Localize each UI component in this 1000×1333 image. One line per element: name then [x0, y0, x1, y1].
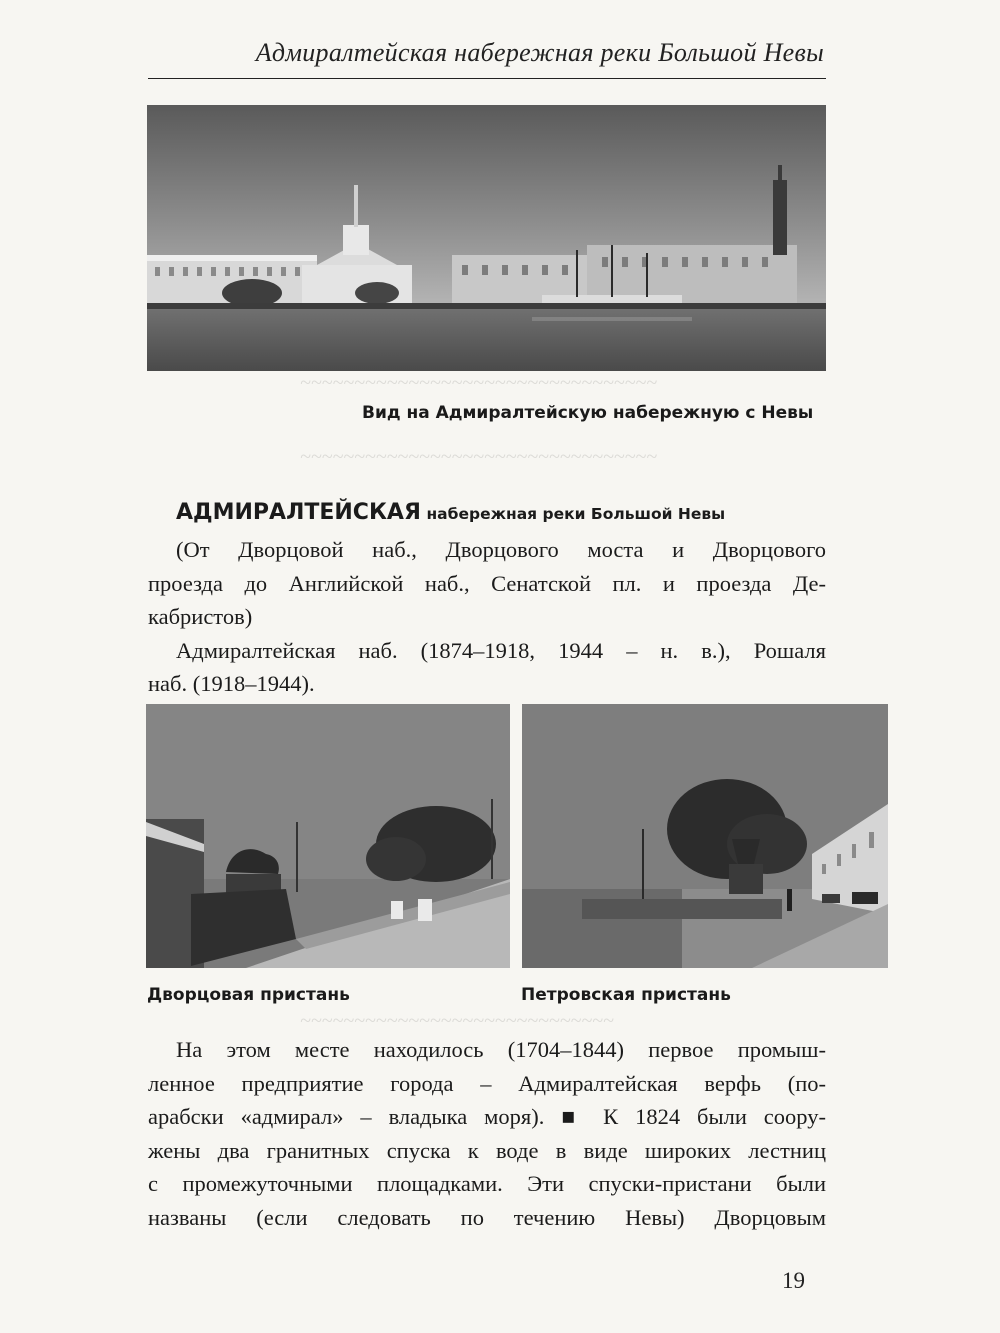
- right-photo-caption: Петровская пристань: [521, 985, 731, 1005]
- intro-line: (От Дворцовой наб., Дворцового моста и Дворцового: [176, 537, 826, 562]
- show-through-decoration: ~~~~~~~~~~~~~~~~~~~~~~~~~~~~~~~~~: [300, 446, 658, 468]
- body-line: На этом месте находилось (1704–1844) первое промыш-: [176, 1037, 826, 1062]
- names-line: наб. (1918–1944).: [148, 671, 315, 696]
- body-line: арабски «адмирал» – владыка моря). ■ К 1824 были соору-: [148, 1104, 826, 1129]
- body-line: названы (если следовать по течению Невы) Дворцовым: [148, 1204, 826, 1230]
- top-photo-caption: Вид на Адмиралтейскую набережную с Невы: [362, 403, 814, 423]
- body-line: с промежуточными площадками. Эти спуски-пристани были: [148, 1171, 826, 1196]
- intro-line: кабристов): [148, 604, 253, 629]
- body-text: [148, 1033, 826, 1234]
- intro-line: проезда до Английской наб., Сенатской пл. и проезда Де-: [148, 570, 826, 596]
- section-title-main: АДМИРАЛТЕЙСКАЯ: [176, 500, 421, 525]
- running-head: Адмиралтейская набережная реки Большой Невы: [255, 38, 824, 67]
- page-number: 19: [782, 1268, 805, 1293]
- section-title: [176, 500, 836, 525]
- body-line: ленное предприятие города – Адмиралтейская верфь (по-: [148, 1070, 826, 1096]
- photo-palace-pier: [146, 704, 510, 968]
- section-title-rest: набережная реки Большой Невы: [426, 505, 726, 523]
- header-rule: [148, 78, 826, 79]
- show-through-decoration: ~~~~~~~~~~~~~~~~~~~~~~~~~~~~~~~~~: [300, 372, 658, 394]
- names-line: Адмиралтейская наб. (1874–1918, 1944 – н. в.), Рошаля: [176, 637, 826, 663]
- photo-admiralty-embankment-view: [147, 105, 826, 371]
- show-through-decoration: ~~~~~~~~~~~~~~~~~~~~~~~~~~~~~: [300, 1010, 614, 1032]
- photo-petrovskaya-pier: [522, 704, 888, 968]
- left-photo-caption: Дворцовая пристань: [147, 985, 350, 1005]
- body-line: жены два гранитных спуска к воде в виде широких лестниц: [148, 1137, 826, 1163]
- section-intro: [148, 533, 826, 701]
